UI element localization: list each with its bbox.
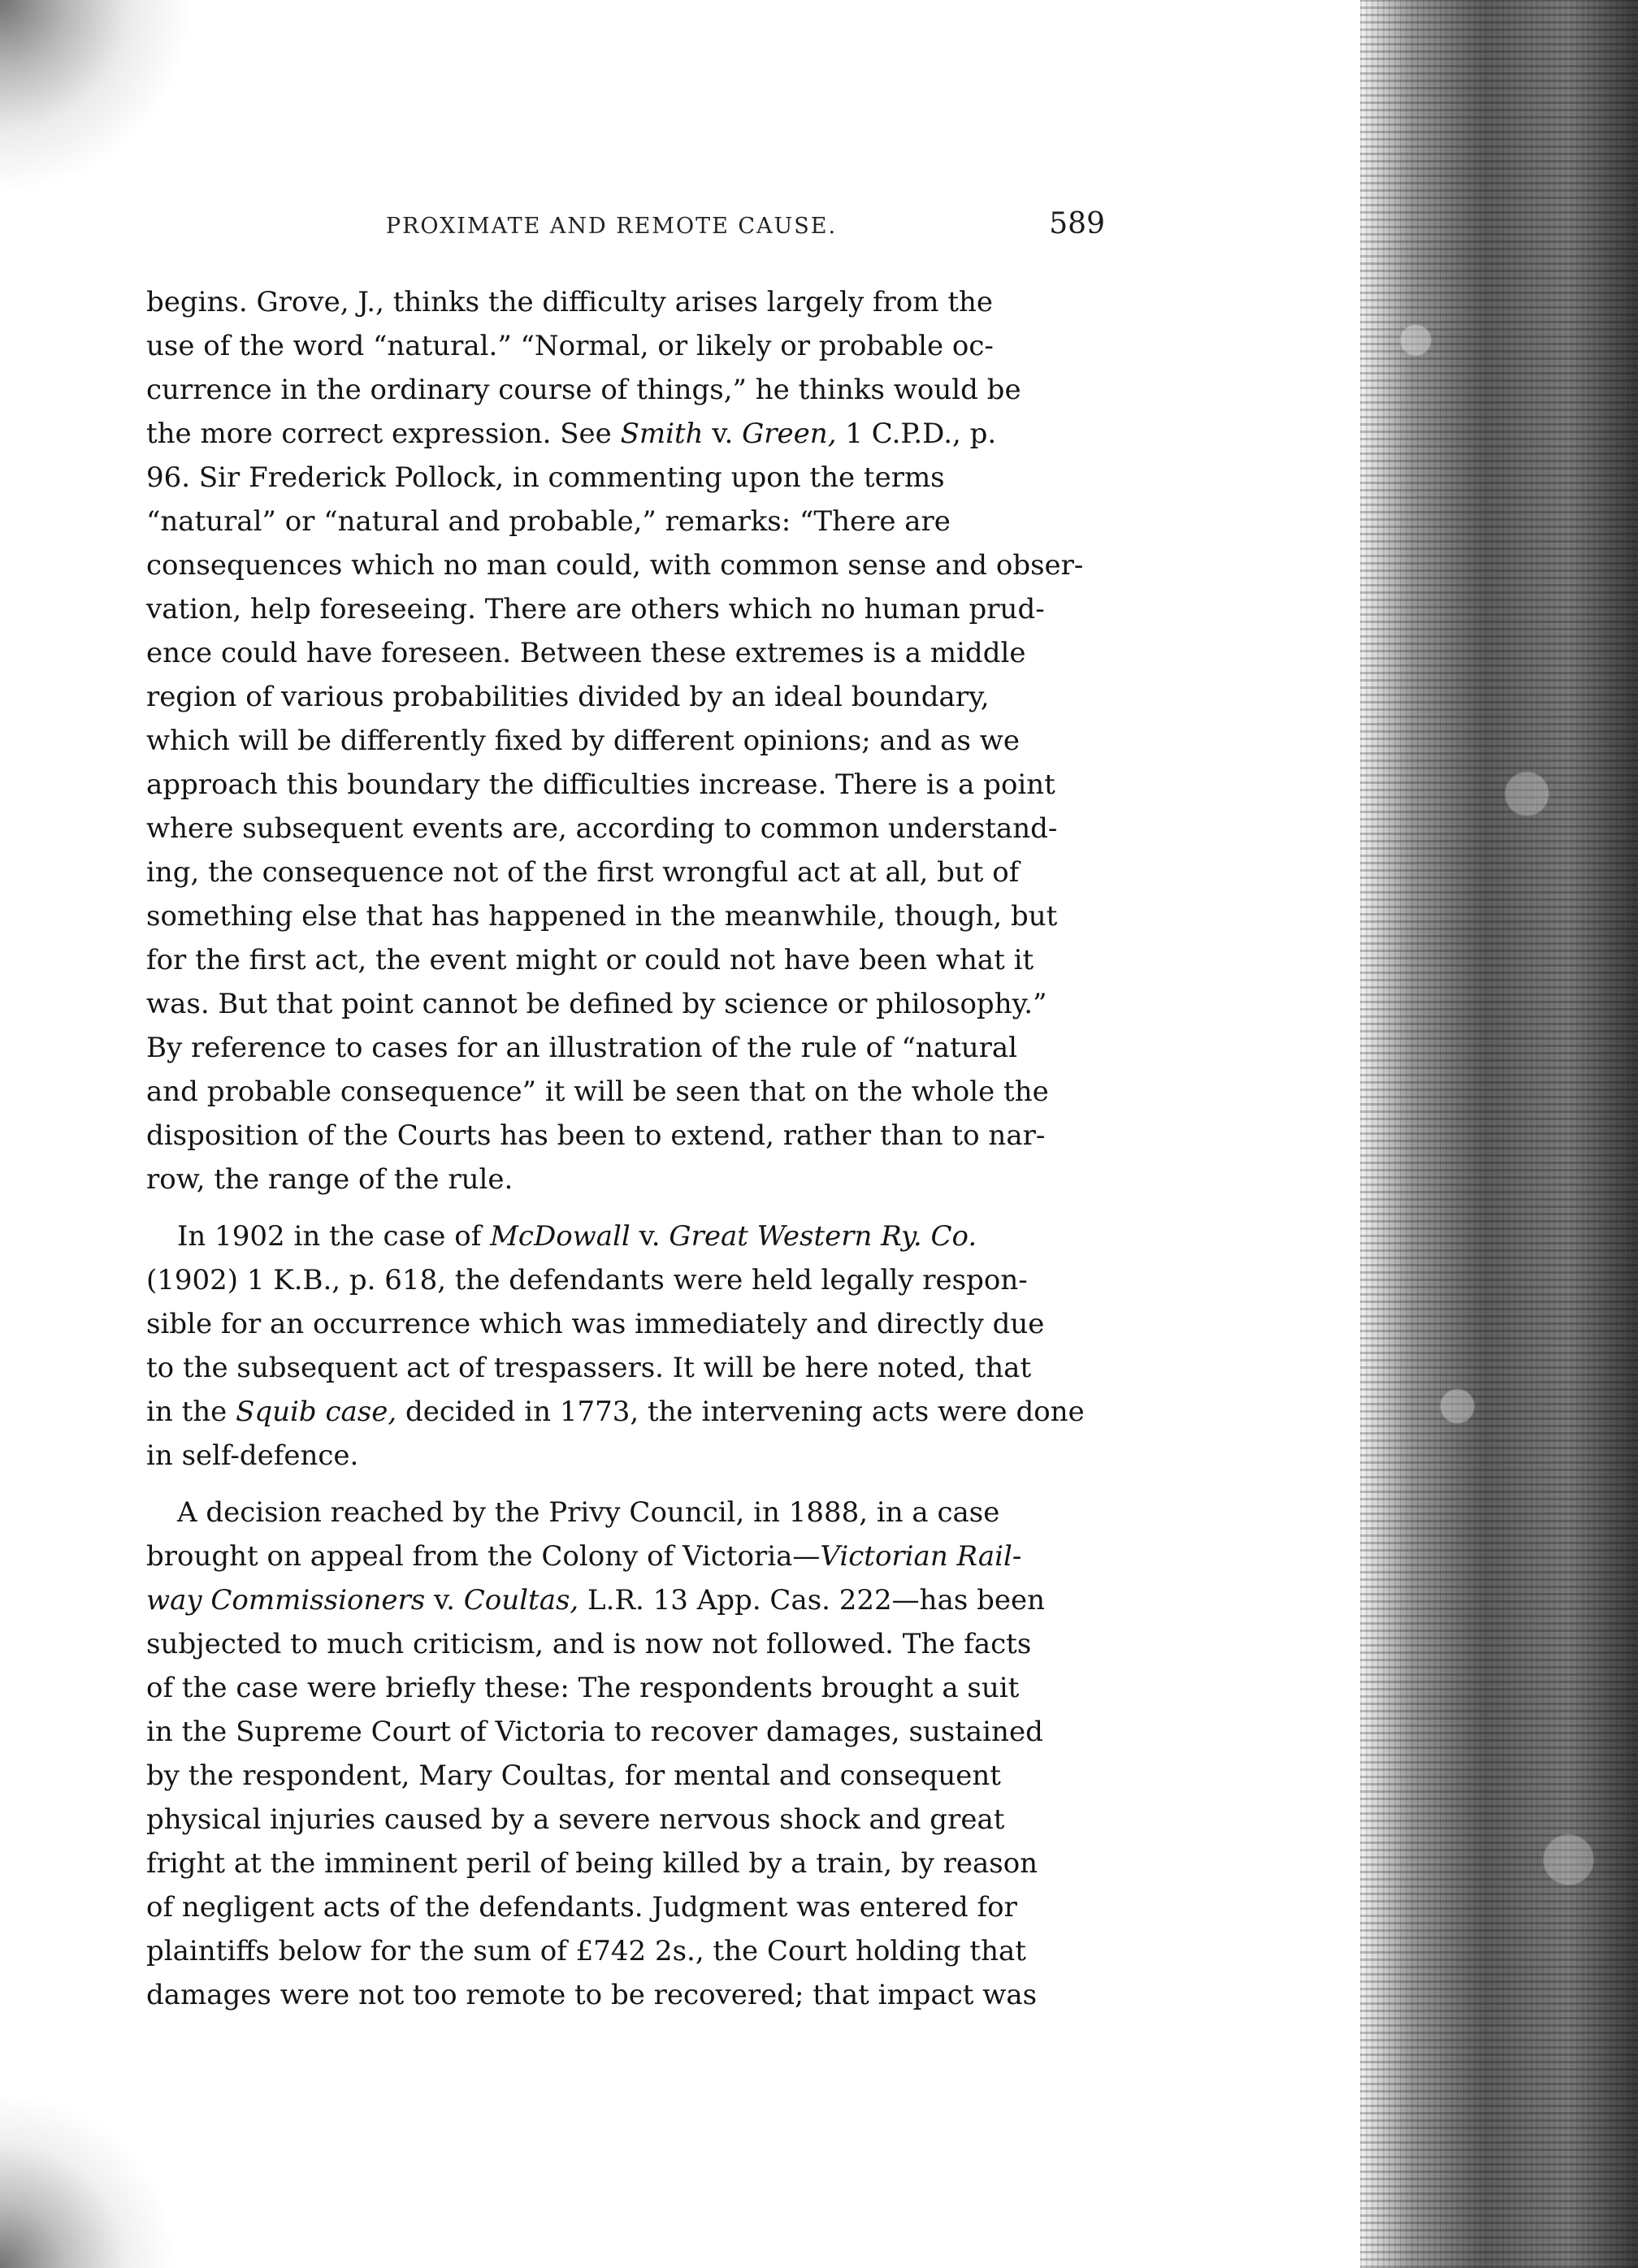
text-line-26: in the Squib case, decided in 1773, the intervening acts were done xyxy=(146,1396,1085,1428)
scan-edge-right xyxy=(1360,0,1638,2268)
text-line-19: and probable consequence” it will be seen that on the whole the xyxy=(146,1076,1049,1108)
text-line-13: where subsequent events are, according to common understand- xyxy=(146,812,1058,845)
page-header xyxy=(118,207,1105,248)
text-line-12: approach this boundary the difficulties increase. There is a point xyxy=(146,768,1055,801)
text-line-11: which will be differently fixed by different opinions; and as we xyxy=(146,725,1020,757)
text-line-32: of the case were briefly these: The respondents brought a suit xyxy=(146,1672,1020,1704)
text-line-30: way Commissioners v. Coultas, L.R. 13 App. Cas. 222—has been xyxy=(146,1584,1045,1617)
text-line-2: use of the word “natural.” “Normal, or likely or probable oc- xyxy=(146,330,994,362)
text-line-9: ence could have foreseen. Between these extremes is a middle xyxy=(146,637,1026,669)
text-line-38: plaintiffs below for the sum of £742 2s., the Court holding that xyxy=(146,1935,1026,1967)
text-line-15: something else that has happened in the meanwhile, though, but xyxy=(146,900,1058,933)
text-line-4: the more correct expression. See Smith v. Green, 1 C.P.D., p. xyxy=(146,418,997,450)
text-line-16: for the first act, the event might or could not have been what it xyxy=(146,944,1034,976)
text-line-37: of negligent acts of the defendants. Judgment was entered for xyxy=(146,1891,1017,1924)
text-line-8: vation, help foreseeing. There are others which no human prud- xyxy=(146,593,1045,625)
document-text-block xyxy=(146,280,1095,2017)
text-line-20: disposition of the Courts has been to extend, rather than to nar- xyxy=(146,1119,1046,1152)
text-line-21: row, the range of the rule. xyxy=(146,1163,514,1196)
text-line-1: begins. Grove, J., thinks the difficulty arises largely from the xyxy=(146,286,993,318)
text-line-25: to the subsequent act of trespassers. It will be here noted, that xyxy=(146,1352,1032,1384)
text-line-18: By reference to cases for an illustration of the rule of “natural xyxy=(146,1032,1018,1064)
text-line-31: subjected to much criticism, and is now not followed. The facts xyxy=(146,1628,1032,1660)
text-line-7: consequences which no man could, with common sense and obser- xyxy=(146,549,1084,582)
text-line-14: ing, the consequence not of the first wrongful act at all, but of xyxy=(146,856,1020,889)
text-line-35: physical injuries caused by a severe nervous shock and great xyxy=(146,1803,1005,1836)
text-line-6: “natural” or “natural and probable,” remarks: “There are xyxy=(146,505,951,538)
text-line-28: A decision reached by the Privy Council, in 1888, in a case xyxy=(177,1496,1000,1529)
text-line-5: 96. Sir Frederick Pollock, in commenting upon the terms xyxy=(146,461,945,494)
scan-corner-bottom-left xyxy=(0,2073,195,2268)
text-line-39: damages were not too remote to be recovered; that impact was xyxy=(146,1979,1038,2011)
text-line-22: In 1902 in the case of McDowall v. Great Western Ry. Co. xyxy=(177,1220,977,1253)
text-line-27: in self-defence. xyxy=(146,1439,359,1472)
text-line-34: by the respondent, Mary Coultas, for mental and consequent xyxy=(146,1759,1001,1792)
text-line-10: region of various probabilities divided by an ideal boundary, xyxy=(146,681,990,713)
text-line-29: brought on appeal from the Colony of Victoria—Victorian Rail- xyxy=(146,1540,1022,1573)
page-number: 589 xyxy=(1049,207,1105,240)
text-line-24: sible for an occurrence which was immediately and directly due xyxy=(146,1308,1045,1340)
running-head: PROXIMATE AND REMOTE CAUSE. xyxy=(385,214,838,239)
text-line-33: in the Supreme Court of Victoria to recover damages, sustained xyxy=(146,1716,1043,1748)
text-line-17: was. But that point cannot be defined by science or philosophy.” xyxy=(146,988,1047,1020)
scan-corner-top-left xyxy=(0,0,228,211)
text-line-36: fright at the imminent peril of being killed by a train, by reason xyxy=(146,1847,1038,1880)
text-line-3: currence in the ordinary course of things,” he thinks would be xyxy=(146,374,1021,406)
text-line-23: (1902) 1 K.B., p. 618, the defendants were held legally respon- xyxy=(146,1264,1028,1296)
